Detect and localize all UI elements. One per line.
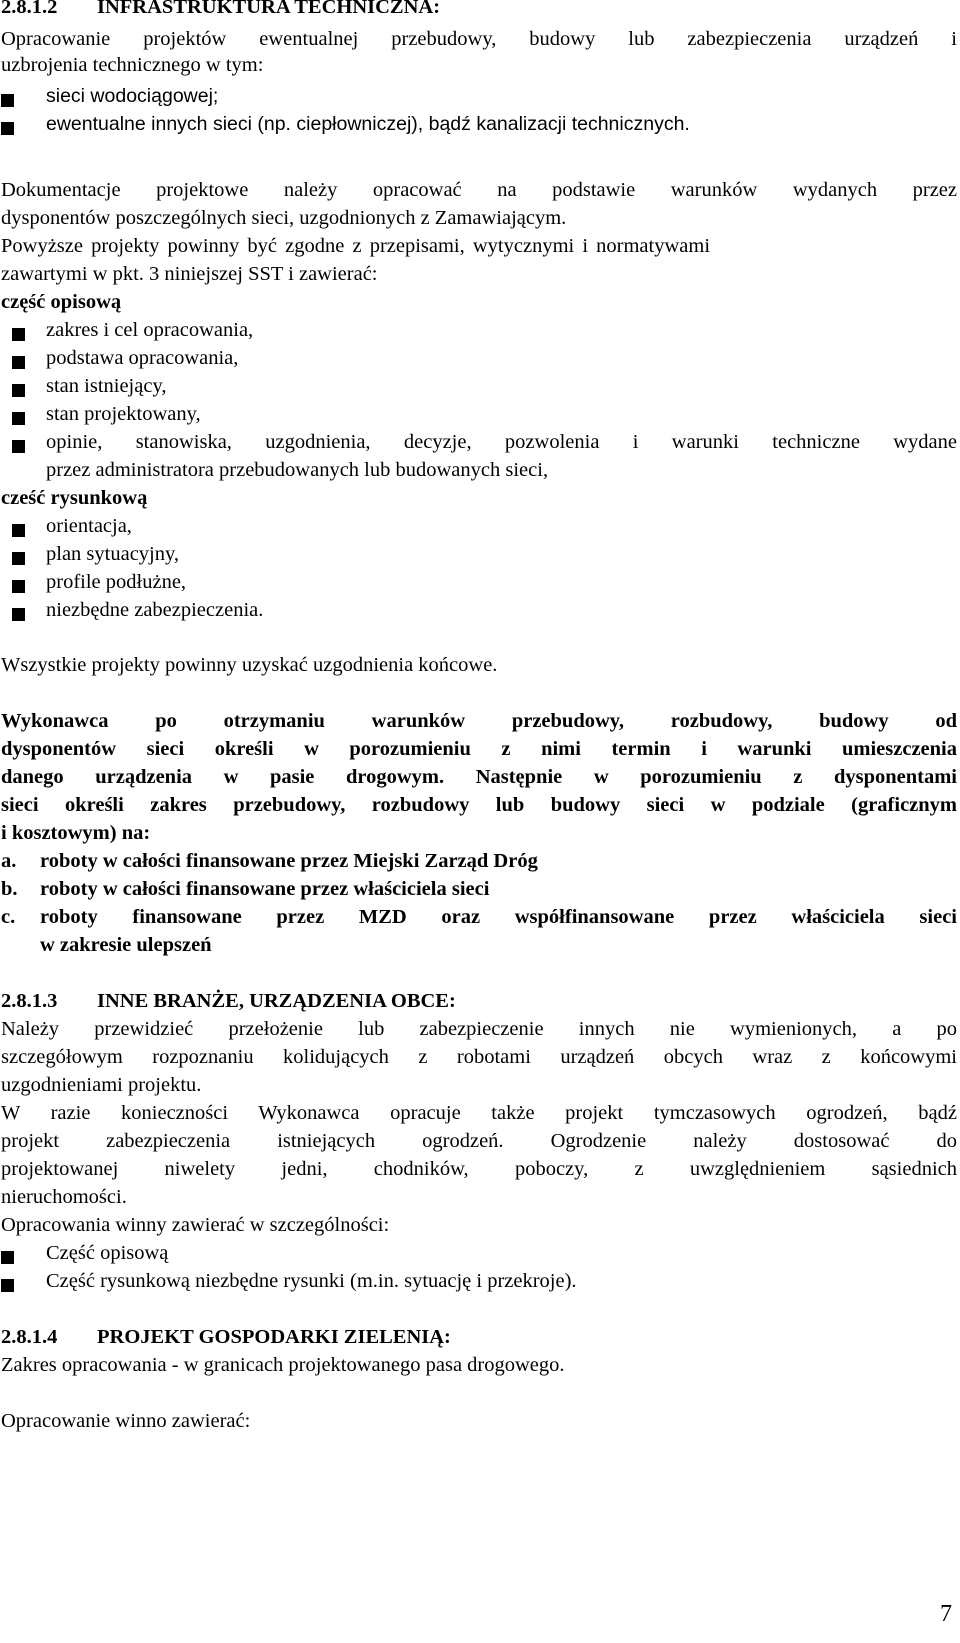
paragraph-line: projektowanej niwelety jedni, chodników, poboczy, z uwzględnieniem sąsiednich [1,1158,957,1180]
bullet-icon [12,356,25,369]
descriptive-item: stan istniejący, [46,375,167,397]
intro-bullet-item: ewentualne innych sieci (np. ciepłowniczej), bądź kanalizacji technicznych. [46,113,690,135]
contractor-line: i kosztowym) na: [1,822,151,844]
section-heading-2-8-1-4: 2.8.1.4 PROJEKT GOSPODARKI ZIELENIĄ: [1,1326,451,1348]
paragraph-line: zawartymi w pkt. 3 niniejszej SST i zawierać: [1,263,378,285]
funding-letter: c. [1,906,16,928]
descriptive-item-cont: przez administratora przebudowanych lub budowanych sieci, [46,459,549,481]
descriptive-item: podstawa opracowania, [46,347,239,369]
bullet-icon [12,384,25,397]
contractor-line: danego urządzenia w pasie drogowym. Następnie w porozumieniu z dysponentami [1,766,957,788]
contents-item: Część rysunkową niezbędne rysunki (m.in. sytuację i przekroje). [46,1270,577,1292]
paragraph-line: Zakres opracowania - w granicach projektowanego pasa drogowego. [1,1354,565,1376]
paragraph-line: Należy przewidzieć przełożenie lub zabezpieczenie innych nie wymienionych, a po [1,1018,957,1040]
funding-item: roboty w całości finansowane przez właściciela sieci [40,878,490,900]
paragraph-line: uzgodnieniami projektu. [1,1074,202,1096]
paragraph-line: szczegółowym rozpoznaniu kolidujących z robotami urządzeń obcych wraz z końcowymi [1,1046,957,1068]
paragraph-line: nieruchomości. [1,1186,127,1208]
funding-item: roboty finansowane przez MZD oraz współfinansowane przez właściciela sieci [40,906,957,928]
descriptive-heading: część opisową [1,291,122,313]
approvals-sentence: Wszystkie projekty powinny uzyskać uzgodnienia końcowe. [1,654,498,676]
section-heading-2-8-1-3: 2.8.1.3 INNE BRANŻE, URZĄDZENIA OBCE: [1,990,456,1012]
paragraph-line: dysponentów poszczególnych sieci, uzgodnionych z Zamawiającym. [1,207,567,229]
funding-letter: a. [1,850,17,872]
paragraph-line: Powyższe projekty powinny być zgodne z przepisami, wytycznymi i normatywami [1,235,711,257]
paragraph-line: Opracowania winny zawierać w szczególności: [1,1214,390,1236]
bullet-icon [12,524,25,537]
paragraph-line: W razie konieczności Wykonawca opracuje także projekt tymczasowych ogrodzeń, bądź [1,1102,957,1124]
bullet-icon [1,1251,14,1264]
bullet-icon [1,94,14,107]
drawing-item: plan sytuacyjny, [46,543,180,565]
descriptive-item: opinie, stanowiska, uzgodnienia, decyzje, pozwolenia i warunki techniczne wydane [46,431,957,453]
paragraph-line: projekt zabezpieczenia istniejących ogrodzeń. Ogrodzenie należy dostosować do [1,1130,957,1152]
drawing-item: profile podłużne, [46,571,187,593]
intro-line: Opracowanie projektów ewentualnej przebudowy, budowy lub zabezpieczenia urządzeń i [1,28,957,50]
bullet-icon [1,122,14,135]
bullet-icon [12,440,25,453]
drawing-heading: cześć rysunkową [1,487,148,509]
intro-bullet-item: sieci wodociągowej; [46,85,219,107]
contractor-line: Wykonawca po otrzymaniu warunków przebudowy, rozbudowy, budowy od [1,710,957,732]
bullet-icon [12,608,25,621]
paragraph-line: Opracowanie winno zawierać: [1,1410,251,1432]
contents-item: Część opisową [46,1242,169,1264]
paragraph-line: Dokumentacje projektowe należy opracować na podstawie warunków wydanych przez [1,179,957,201]
page-number: 7 [940,1601,952,1627]
funding-letter: b. [1,878,18,900]
intro-line: uzbrojenia technicznego w tym: [1,54,264,76]
drawing-item: orientacja, [46,515,132,537]
funding-item-cont: w zakresie ulepszeń [40,934,212,956]
section-heading-2-8-1-2: 2.8.1.2 INFRASTRUKTURA TECHNICZNA: [1,0,441,18]
bullet-icon [12,412,25,425]
descriptive-item: zakres i cel opracowania, [46,319,254,341]
bullet-icon [12,552,25,565]
bullet-icon [12,328,25,341]
contractor-line: sieci określi zakres przebudowy, rozbudowy lub budowy sieci w podziale (graficznym [1,794,957,816]
bullet-icon [1,1279,14,1292]
drawing-item: niezbędne zabezpieczenia. [46,599,264,621]
contractor-line: dysponentów sieci określi w porozumieniu z nimi termin i warunki umieszczenia [1,738,957,760]
funding-item: roboty w całości finansowane przez Miejski Zarząd Dróg [40,850,538,872]
descriptive-item: stan projektowany, [46,403,201,425]
bullet-icon [12,580,25,593]
